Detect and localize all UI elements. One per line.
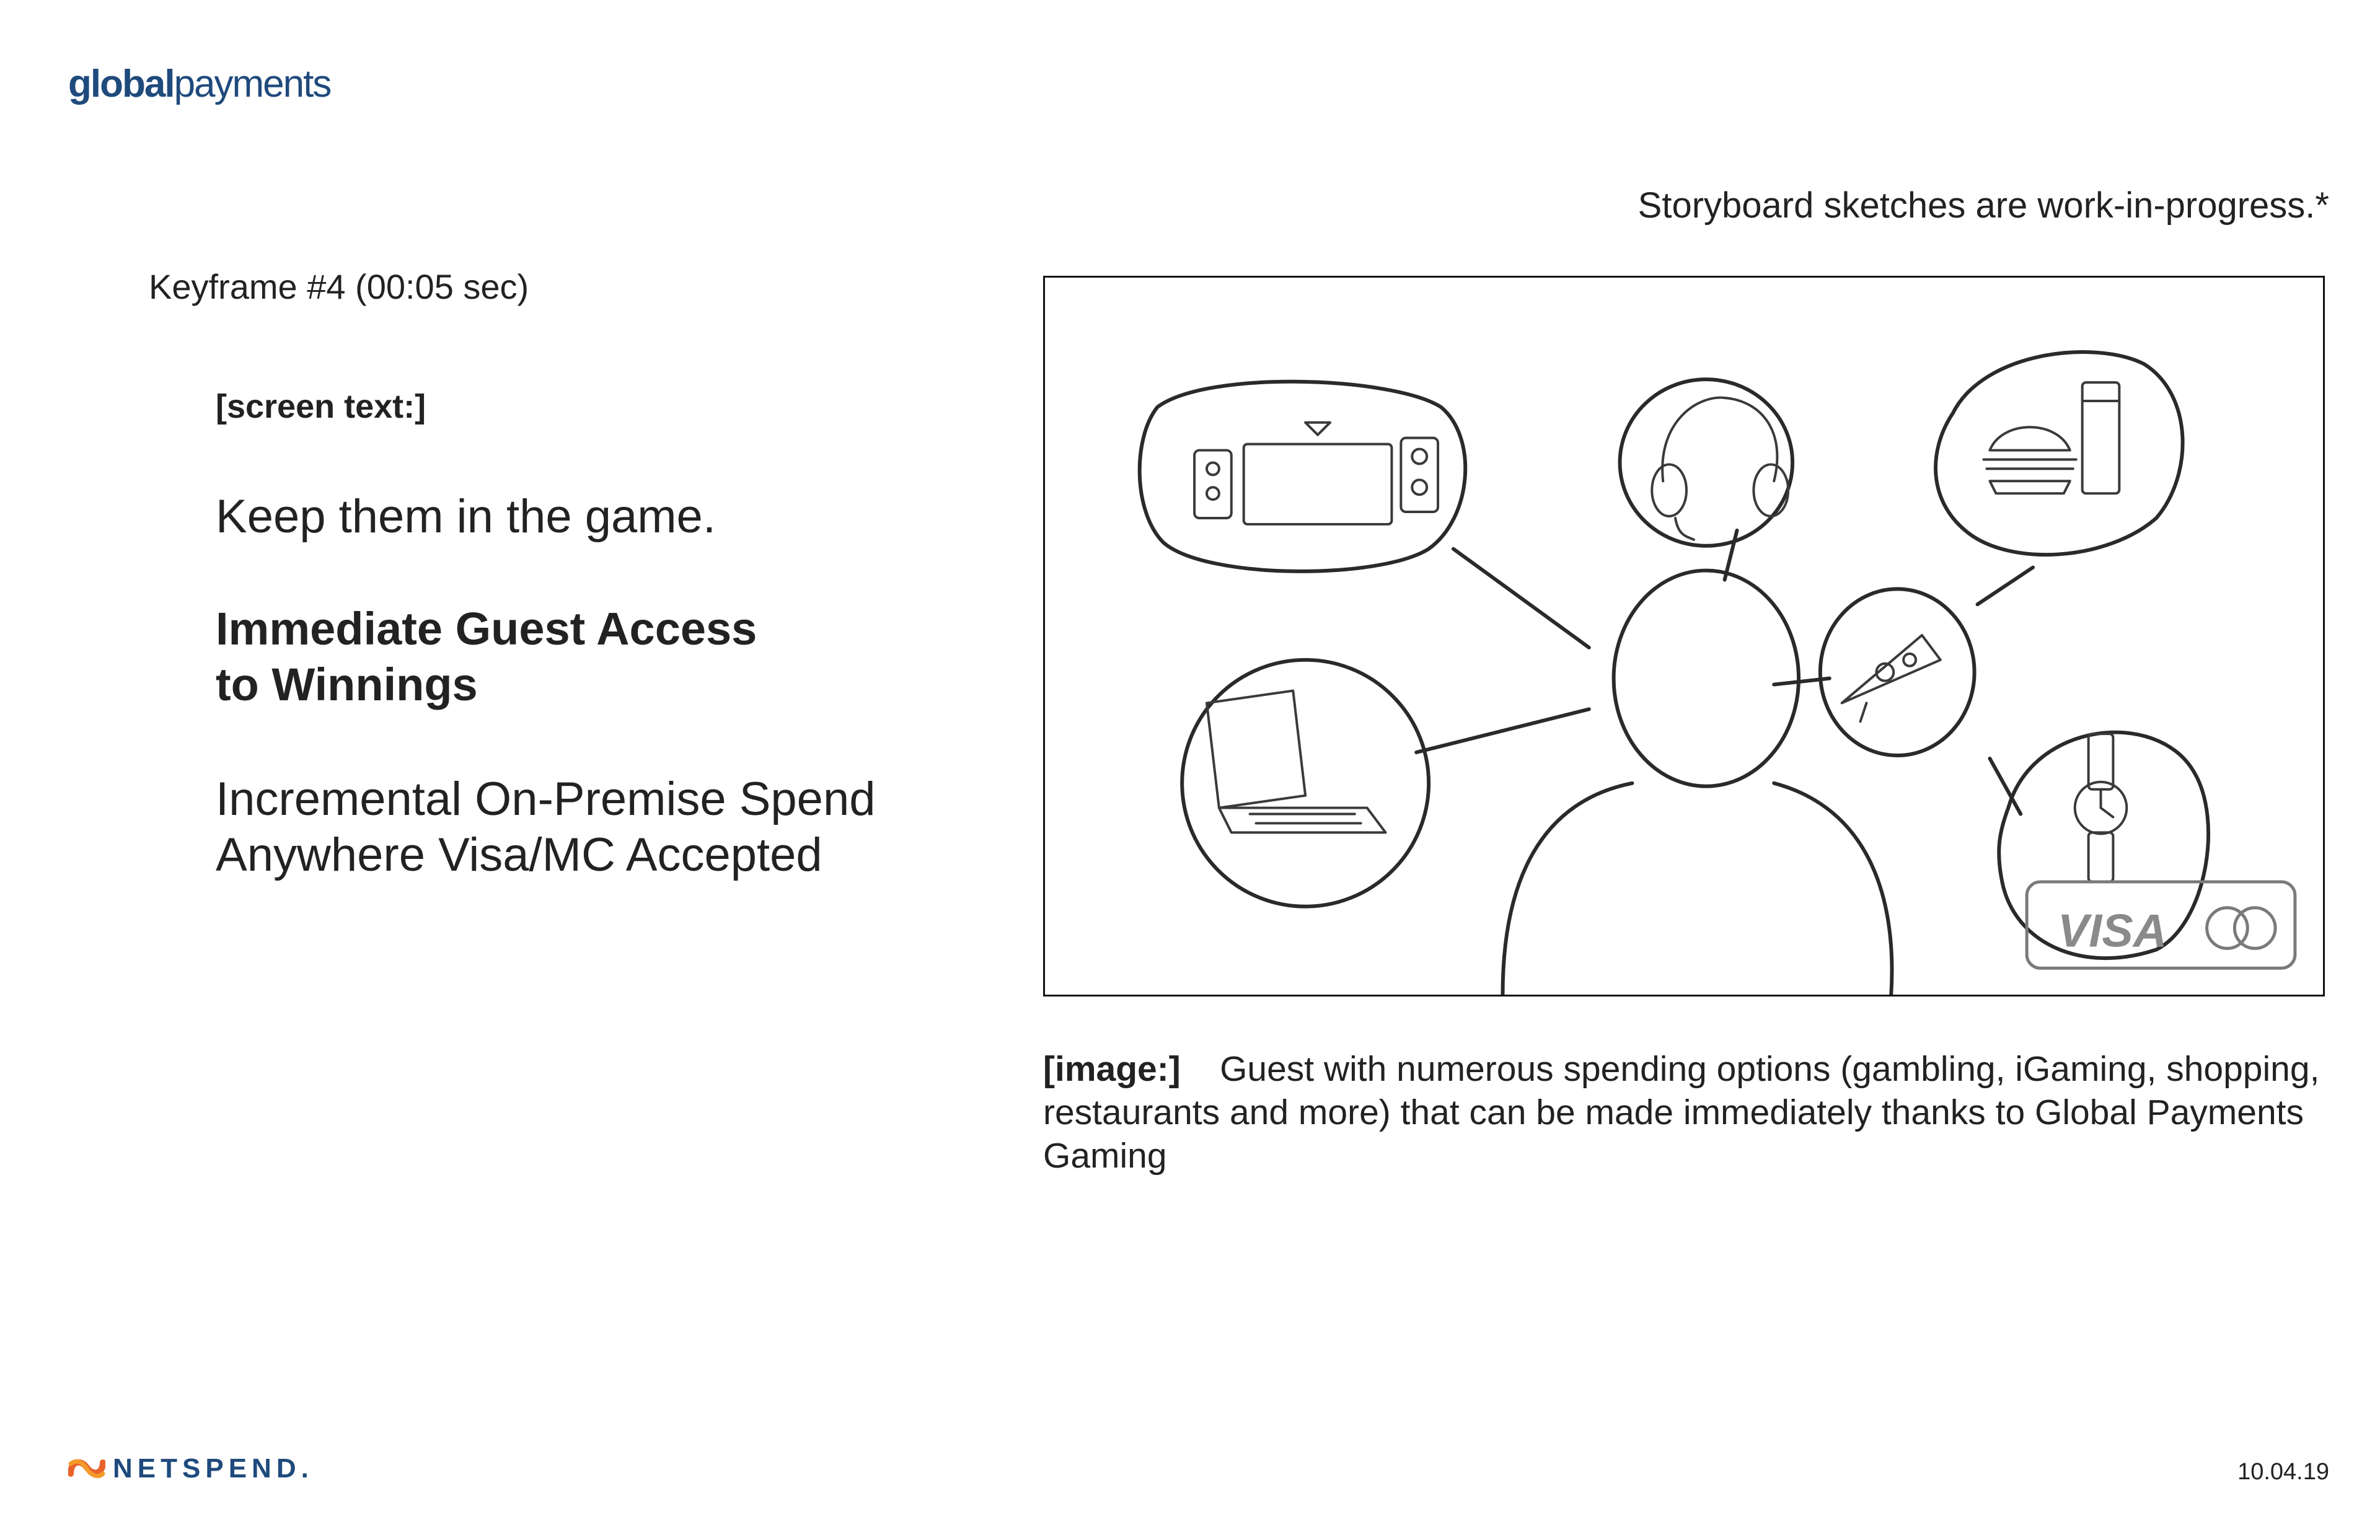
- headline-guest-access: [216, 601, 959, 713]
- screen-text-label: [screen text:]: [216, 388, 426, 425]
- visa-text: VISA: [2057, 905, 2167, 957]
- person-shoulders: [1503, 783, 1892, 995]
- connector-line: [1453, 549, 1589, 648]
- headline-guest-access-line-2: to Winnings: [216, 659, 478, 710]
- image-caption-label: [image:]: [1043, 1049, 1181, 1089]
- netspend-wordmark: NETSPEND.: [113, 1453, 314, 1484]
- document-date: 10.04.19: [2237, 1459, 2329, 1485]
- image-caption-text: Guest with numerous spending options (gambling, iGaming, shopping, restaurants and more) that can be made immediately thanks to Global Payments Gaming: [1043, 1049, 2320, 1176]
- visa-mastercard-badge: [2027, 882, 2295, 968]
- logo-light-text: payments: [174, 63, 331, 105]
- keyframe-label: Keyframe #4 (00:05 sec): [149, 267, 529, 306]
- storyboard-sketch: [1043, 276, 2325, 997]
- disclaimer-text: Storyboard sketches are work-in-progress.*: [1637, 185, 2329, 226]
- headphones-icon: [1620, 379, 1793, 546]
- connector-line: [1416, 709, 1589, 752]
- gaming-console-icon: [1140, 382, 1466, 571]
- globalpayments-logo: [68, 62, 330, 106]
- headline-incremental-line-2: Anywhere Visa/MC Accepted: [216, 829, 822, 881]
- laptop-icon: [1182, 660, 1429, 907]
- sketch-illustration: [1045, 278, 2323, 995]
- logo-bold-text: global: [68, 63, 174, 105]
- headline-guest-access-line-1: Immediate Guest Access: [216, 603, 757, 654]
- headline-incremental-spend: [216, 772, 1021, 883]
- netspend-mark-icon: [68, 1455, 105, 1482]
- netspend-logo: [68, 1453, 314, 1484]
- pizza-icon: [1820, 589, 1975, 755]
- headline-incremental-line-1: Incremental On-Premise Spend: [216, 773, 876, 825]
- image-caption: [1043, 1047, 2332, 1177]
- headline-keep-in-game: Keep them in the game.: [216, 490, 716, 543]
- burger-drink-icon: [1936, 352, 2183, 555]
- connector-line: [1978, 568, 2034, 605]
- person-head: [1614, 571, 1799, 786]
